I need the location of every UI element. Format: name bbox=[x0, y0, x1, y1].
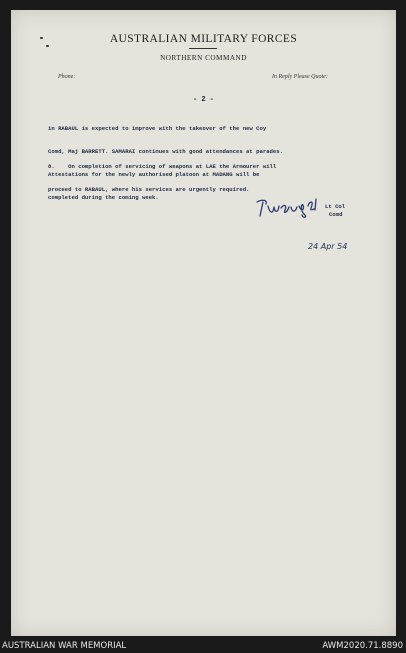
letterhead-title: AUSTRALIAN MILITARY FORCES bbox=[109, 33, 298, 45]
footer-accession-number: AWM2020.71.8890 bbox=[322, 641, 403, 651]
rank-line: Comd bbox=[329, 211, 343, 218]
text-line: in RABAUL is expected to improve with the takeover of the new Coy bbox=[48, 125, 267, 133]
text-line: completed during the coming week. bbox=[48, 193, 159, 201]
document-page bbox=[11, 10, 396, 636]
letterhead-subtitle: NORTHERN COMMAND bbox=[160, 54, 247, 62]
phone-label: Phone: bbox=[58, 74, 76, 80]
signatory-rank bbox=[325, 203, 345, 219]
handwritten-signature bbox=[254, 196, 322, 220]
letterhead-divider bbox=[189, 48, 217, 49]
rank-line: Lt Col bbox=[325, 203, 346, 210]
punch-mark bbox=[46, 45, 49, 47]
reply-label: In Reply Please Quote: bbox=[272, 74, 328, 80]
paragraph-2 bbox=[48, 148, 276, 209]
footer-credit: AUSTRALIAN WAR MEMORIAL bbox=[2, 641, 127, 651]
text-line: 8. On completion of servicing of weapons at LAE the Armourer will bbox=[48, 163, 277, 171]
handwritten-date: 24 Apr 54 bbox=[308, 242, 348, 251]
text-line: Comd, Maj BARRETT. SAMARAI continues with good attendances at parades. bbox=[48, 147, 283, 155]
text-line: proceed to RABAUL, where his services are urgently required. bbox=[48, 185, 250, 193]
text-line: Attestations for the newly authorised platoon at MADANG will be bbox=[48, 170, 260, 178]
page-number: - 2 - bbox=[192, 96, 214, 104]
